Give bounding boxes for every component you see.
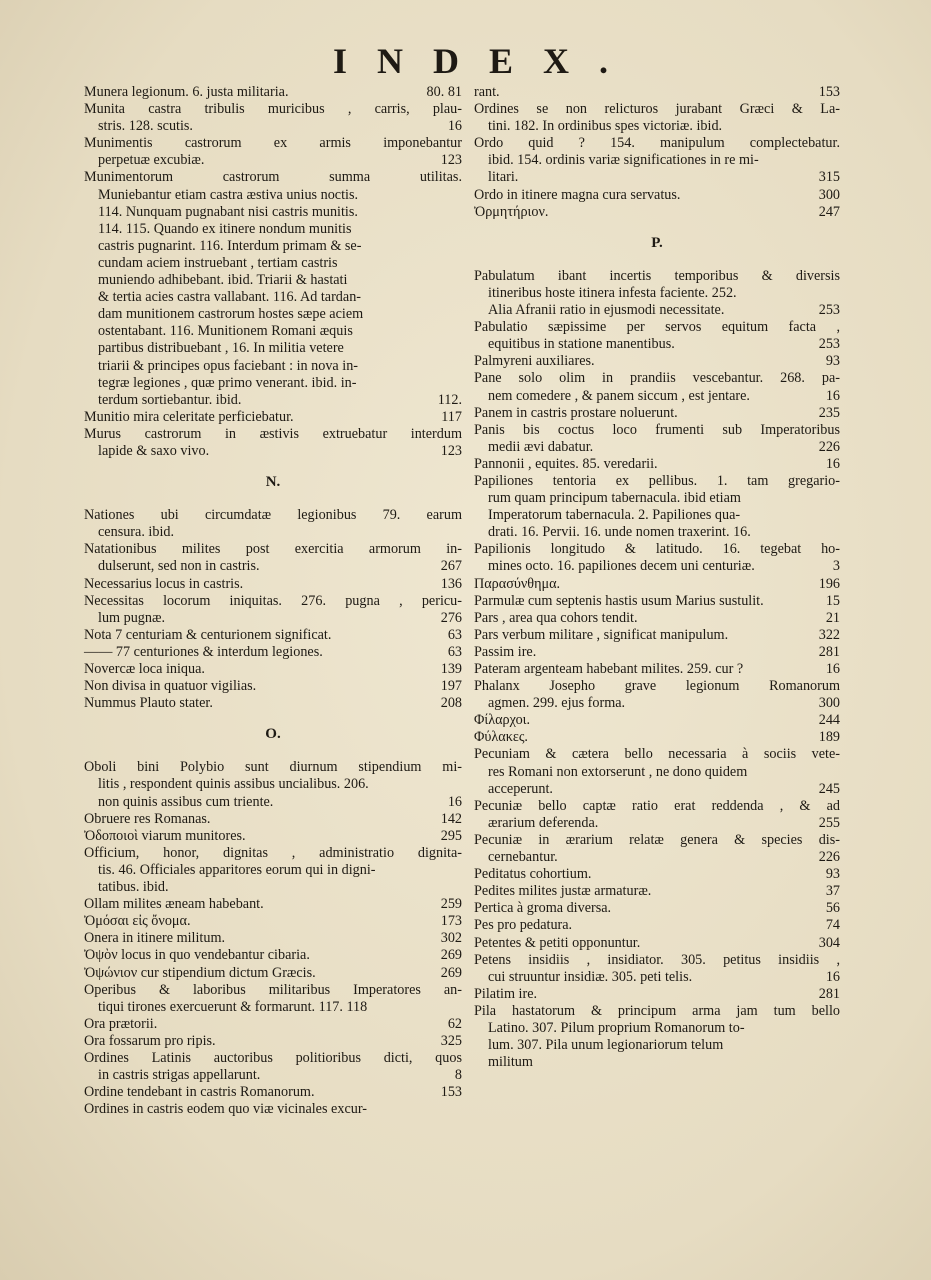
entry-continuation-line <box>84 118 462 135</box>
entry-text: rant. <box>474 84 500 100</box>
entry-text: Παρασύνθημα. <box>474 575 561 592</box>
index-entry <box>474 661 840 678</box>
entry-continuation-line: castris pugnarint. 116. Interdum primam & se- <box>98 237 362 254</box>
entry-continuation-line: tiqui tirones exercuerunt & formarunt. 117. 118 <box>98 998 368 1015</box>
entry-continuation-line: 114. 115. Quando ex itinere nondum munitis <box>98 220 352 237</box>
entry-headword-line <box>84 644 462 661</box>
entry-headword-line: Ordines se non relicturos jurabant Græci & La- <box>474 101 840 118</box>
index-entry <box>84 409 462 426</box>
index-entry <box>474 883 840 900</box>
entry-headword-line: Pecuniam & cætera bello necessaria à sociis vete- <box>474 746 840 763</box>
page-reference: 269 <box>440 947 462 964</box>
entry-text: litari. <box>488 169 519 186</box>
section-letter-n: N. <box>265 474 281 491</box>
entry-headword-line: Oboli bini Polybio sunt diurnum stipendium mi- <box>84 759 462 776</box>
entry-text: Passim ire. <box>474 643 537 660</box>
entry-headword-line: Papiliones tentoria ex pellibus. 1. tam gregario- <box>474 472 840 489</box>
index-entry <box>474 473 840 541</box>
entry-text: cui struuntur insidiæ. 305. peti telis. <box>488 968 693 985</box>
entry-headword-line <box>474 883 840 900</box>
page-reference: 276 <box>440 609 462 626</box>
page-reference: 197 <box>440 678 462 695</box>
entry-text: Ὀψὸν locus in quo vendebantur cibaria. <box>84 947 310 964</box>
entry-continuation-line <box>84 1067 462 1084</box>
entry-headword-line <box>474 353 840 370</box>
entry-headword-line <box>84 84 462 101</box>
entry-continuation-line: ibid. 154. ordinis variæ significationes in re mi- <box>488 152 759 169</box>
page-reference: 281 <box>818 985 840 1002</box>
page-reference: 300 <box>818 186 840 203</box>
entry-text: agmen. 299. ejus forma. <box>488 695 626 712</box>
entry-text: non quinis assibus cum triente. <box>98 793 274 810</box>
entry-headword-line <box>474 986 840 1003</box>
page-reference: 244 <box>818 712 840 729</box>
page-reference: 245 <box>818 780 840 797</box>
entry-text: Ὀρμητήριον. <box>474 203 549 220</box>
entry-text: Obruere res Romanas. <box>84 810 211 827</box>
index-entry <box>84 845 462 896</box>
entry-headword-line: Nationes ubi circumdatæ legionibus 79. earum <box>84 507 462 524</box>
index-entry <box>84 426 462 460</box>
index-entry <box>474 593 840 610</box>
page-reference: 247 <box>818 203 840 220</box>
page-reference: 322 <box>818 626 840 643</box>
index-entry <box>84 678 462 695</box>
entry-headword-line <box>474 627 840 644</box>
entry-text: Ora fossarum pro ripis. <box>84 1032 216 1049</box>
entry-continuation-line: drati. 16. Pervii. 16. unde nomen traxerint. 16. <box>488 524 751 541</box>
page-reference: 136 <box>440 575 462 592</box>
entry-continuation-line <box>474 558 840 575</box>
page-reference: 63 <box>447 643 462 660</box>
entry-text: Pedites milites justæ armaturæ. <box>474 883 652 900</box>
page-reference: 253 <box>818 336 840 353</box>
page-reference: 62 <box>447 1015 462 1032</box>
index-entry <box>84 828 462 845</box>
page-reference: 16 <box>825 968 840 985</box>
entry-continuation-line: tini. 182. In ordinibus spes victoriæ. ibid. <box>488 118 723 135</box>
entry-text: Munera legionum. 6. justa militaria. <box>84 84 289 100</box>
entry-continuation-line <box>474 781 840 798</box>
index-entry <box>474 268 840 319</box>
page-reference: 267 <box>440 558 462 575</box>
page-reference: 173 <box>440 913 462 930</box>
entry-headword-line <box>474 729 840 746</box>
entry-text: Ὀψώνιον cur stipendium dictum Græcis. <box>84 964 316 981</box>
page-reference: 80. 81 <box>426 84 462 100</box>
entry-headword-line <box>84 576 462 593</box>
entries-m <box>84 84 462 460</box>
page-reference: 117 <box>441 408 462 425</box>
entry-text: Pars , area qua cohors tendit. <box>474 609 638 626</box>
entry-continuation-line <box>474 169 840 186</box>
index-entry <box>474 917 840 934</box>
entry-text: Necessarius locus in castris. <box>84 575 244 592</box>
entry-headword-line <box>474 900 840 917</box>
index-entry <box>84 965 462 982</box>
index-entry <box>474 370 840 404</box>
entry-continuation-line: triarii & principes opus faciebant : in nova in- <box>98 357 359 374</box>
entry-text: —— 77 centuriones & interdum legiones. <box>84 643 323 660</box>
index-entry <box>474 187 840 204</box>
entry-text: mines octo. 16. papiliones decem uni centuriæ. <box>488 558 755 575</box>
index-entry <box>474 1003 840 1071</box>
page-reference: 255 <box>818 814 840 831</box>
entry-headword-line <box>84 828 462 845</box>
page-reference: 16 <box>447 793 462 810</box>
entry-text: Panem in castris prostare noluerunt. <box>474 404 678 421</box>
index-entry <box>84 593 462 627</box>
entry-headword-line <box>474 917 840 934</box>
index-entry <box>474 101 840 135</box>
index-entry <box>474 900 840 917</box>
entry-headword-line: Phalanx Josepho grave legionum Romanorum <box>474 678 840 695</box>
index-entry <box>84 1016 462 1033</box>
page-reference: 325 <box>440 1032 462 1049</box>
entry-continuation-line: Latino. 307. Pilum proprium Romanorum to- <box>488 1019 745 1036</box>
entry-headword-line <box>84 1033 462 1050</box>
entry-text: stris. 128. scutis. <box>98 118 193 135</box>
entry-headword-line <box>84 965 462 982</box>
entry-headword-line <box>84 1084 462 1101</box>
index-entry <box>84 1033 462 1050</box>
entry-text: acceperunt. <box>488 780 553 797</box>
page-reference: 295 <box>440 827 462 844</box>
entries-p <box>474 268 840 1071</box>
index-entry <box>84 1084 462 1101</box>
entry-text: Pars verbum militare , significat manipulum. <box>474 626 729 643</box>
entry-headword-line <box>474 644 840 661</box>
entry-text: Pilatim ire. <box>474 985 538 1002</box>
entry-continuation-line <box>474 815 840 832</box>
entry-text: medii ævi dabatur. <box>488 438 594 455</box>
entry-text: Ὀδοποιοὶ viarum munitores. <box>84 827 246 844</box>
entry-headword-line: Papilionis longitudo & latitudo. 16. tegebat ho- <box>474 541 840 558</box>
entry-headword-line <box>84 627 462 644</box>
index-entry <box>84 896 462 913</box>
entry-text: Pateram argenteam habebant milites. 259. cur ? <box>474 661 744 677</box>
entry-continuation-line: ostentabant. 116. Munitionem Romani æquis <box>98 323 353 340</box>
page-reference: 226 <box>818 849 840 866</box>
entry-continuation-line: res Romani non extorserunt , ne dono quidem <box>488 763 748 780</box>
index-entry <box>474 729 840 746</box>
entry-text: Pertica à groma diversa. <box>474 900 612 917</box>
entry-text: ærarium deferenda. <box>488 814 599 831</box>
entry-headword-line <box>474 610 840 627</box>
index-entry <box>474 456 840 473</box>
entry-continuation-line: lum. 307. Pila unum legionariorum telum <box>488 1037 724 1054</box>
entry-headword-line: Operibus & laboribus militaribus Imperatores an- <box>84 981 462 998</box>
index-entry <box>474 422 840 456</box>
index-entry <box>84 507 462 541</box>
entry-headword-line: Ordines Latinis auctoribus politioribus dicti, quos <box>84 1049 462 1066</box>
entry-text: Parmulæ cum septenis hastis usum Marius sustulit. <box>474 592 764 609</box>
entry-headword-line <box>474 661 840 678</box>
entry-continuation-line: tegræ legiones , quæ primo venerant. ibid. in- <box>98 374 357 391</box>
entries-o <box>84 759 462 1118</box>
page-reference: 253 <box>818 302 840 319</box>
entry-continuation-line: cundam aciem instruebant , tertiam castris <box>98 254 338 271</box>
entry-text: Ordine tendebant in castris Romanorum. <box>84 1084 315 1101</box>
entry-continuation-line: partibus distribuebant , 16. In militia vetere <box>98 340 344 357</box>
entry-headword-line <box>84 947 462 964</box>
index-entry <box>84 982 462 1016</box>
entries-n <box>84 507 462 712</box>
entry-continuation-line <box>84 794 462 811</box>
index-entry <box>474 405 840 422</box>
entry-text: perpetuæ excubiæ. <box>98 152 205 169</box>
entry-headword-line: Pecuniæ bello captæ ratio erat reddenda , & ad <box>474 797 840 814</box>
entry-headword-line <box>474 712 840 729</box>
page-reference: 315 <box>818 169 840 186</box>
entry-headword-line: Panis bis coctus loco frumenti sub Imperatoribus <box>474 421 840 438</box>
entry-continuation-line <box>84 152 462 169</box>
entry-text: Alia Afranii ratio in ejusmodi necessitate. <box>488 302 725 319</box>
entry-headword-line <box>474 866 840 883</box>
entry-continuation-line: litis , respondent quinis assibus uncialibus. 206. <box>98 776 369 793</box>
index-entry <box>474 84 840 101</box>
index-entry <box>474 627 840 644</box>
entry-continuation-line: itineribus hoste itinera infesta faciente. 252. <box>488 284 737 301</box>
page-reference: 16 <box>825 661 840 677</box>
page-reference: 153 <box>818 84 840 100</box>
index-entry <box>474 644 840 661</box>
entry-text: Nummus Plauto stater. <box>84 695 213 712</box>
entry-continuation-line <box>474 336 840 353</box>
entry-headword-line <box>474 935 840 952</box>
entry-headword-line: Officium, honor, dignitas , administratio dignita- <box>84 844 462 861</box>
entry-continuation-line <box>474 388 840 405</box>
left-column <box>84 84 462 1118</box>
entry-headword-line <box>84 695 462 712</box>
page-reference: 37 <box>825 883 840 900</box>
index-entry <box>84 947 462 964</box>
page-reference: 8 <box>454 1067 462 1084</box>
index-entry <box>474 353 840 370</box>
page-reference: 142 <box>440 810 462 827</box>
index-entry <box>474 678 840 712</box>
entry-text: equitibus in statione manentibus. <box>488 336 675 353</box>
entry-text: Peditatus cohortium. <box>474 866 592 883</box>
index-entry <box>474 986 840 1003</box>
page-reference: 269 <box>440 964 462 981</box>
page-title: INDEX. <box>332 41 638 81</box>
entry-headword-line <box>474 576 840 593</box>
entry-continuation-line <box>474 695 840 712</box>
entry-continuation-line: rum quam principum tabernacula. ibid etiam <box>488 490 741 507</box>
page-reference: 93 <box>825 353 840 370</box>
page-reference: 300 <box>818 695 840 712</box>
index-entry <box>84 135 462 169</box>
page-reference: 196 <box>818 575 840 592</box>
page-reference: 56 <box>825 900 840 917</box>
page-reference: 74 <box>825 917 840 934</box>
entry-continuation-line <box>474 849 840 866</box>
entry-headword-line: Ordo quid ? 154. manipulum complectebatur. <box>474 135 840 152</box>
entry-text: terdum sortiebantur. ibid. <box>98 391 242 408</box>
index-entry <box>84 759 462 810</box>
index-entry <box>474 952 840 986</box>
entry-headword-line: Munimentis castrorum ex armis imponebantur <box>84 135 462 152</box>
entry-text: nem comedere , & panem siccum , est jentare. <box>488 387 750 404</box>
entry-headword-line: Pecuniæ in ærarium relatæ genera & species dis- <box>474 831 840 848</box>
index-entry <box>474 746 840 797</box>
entry-continuation-line: 114. Nunquam pugnabant nisi castris munitis. <box>98 203 358 220</box>
entry-continuation-line <box>84 558 462 575</box>
page-reference: 16 <box>825 387 840 404</box>
page-reference: 123 <box>440 152 462 169</box>
section-letter-o: O. <box>265 726 281 743</box>
entry-continuation-line <box>84 610 462 627</box>
index-entry <box>84 1050 462 1084</box>
page-reference: 281 <box>818 643 840 660</box>
page-reference: 302 <box>440 930 462 947</box>
index-entry <box>84 84 462 101</box>
index-entry <box>84 576 462 593</box>
entry-headword-line <box>474 456 840 473</box>
entry-headword-line: Natationibus milites post exercitia armorum in- <box>84 541 462 558</box>
page-reference: 153 <box>440 1084 462 1101</box>
entry-headword-line: Ordines in castris eodem quo viæ vicinales excur- <box>84 1101 367 1118</box>
page-reference: 15 <box>825 592 840 609</box>
index-entry <box>84 541 462 575</box>
entry-headword-line: Munimentorum castrorum summa utilitas. <box>84 169 462 186</box>
entry-continuation-line <box>474 969 840 986</box>
entry-continuation-line: Muniebantur etiam castra æstiva unius noctis. <box>98 186 359 203</box>
entry-text: Palmyreni auxiliares. <box>474 353 595 370</box>
entries-o-continued <box>474 84 840 221</box>
index-entry <box>84 627 462 644</box>
entry-continuation-line: Imperatorum tabernacula. 2. Papiliones qua- <box>488 507 741 524</box>
entry-headword-line <box>84 409 462 426</box>
entry-headword-line <box>474 187 840 204</box>
entry-continuation-line <box>474 302 840 319</box>
entry-text: lapide & saxo vivo. <box>98 442 210 459</box>
entry-text: Ὀμόσαι εἰς ὄνομα. <box>84 913 191 930</box>
page-reference: 21 <box>825 609 840 626</box>
entry-text: Onera in itinere militum. <box>84 930 226 947</box>
entry-continuation-line <box>84 392 462 409</box>
index-entry <box>84 644 462 661</box>
index-entry <box>474 610 840 627</box>
entry-headword-line <box>84 678 462 695</box>
entry-continuation-line: tatibus. ibid. <box>98 879 169 896</box>
index-entry <box>84 930 462 947</box>
entry-text: Munitio mira celeritate perficiebatur. <box>84 408 294 425</box>
page-reference: 139 <box>440 661 462 677</box>
entry-headword-line <box>84 661 462 678</box>
index-entry <box>474 135 840 186</box>
entry-text: in castris strigas appellarunt. <box>98 1067 261 1084</box>
page-reference: 93 <box>825 866 840 883</box>
entry-text: Novercæ loca iniqua. <box>84 661 205 677</box>
entry-text: Φύλακες. <box>474 729 528 746</box>
index-entry <box>474 866 840 883</box>
page-reference: 63 <box>447 626 462 643</box>
entry-text: Ordo in itinere magna cura servatus. <box>474 186 681 203</box>
index-entry <box>84 913 462 930</box>
index-entry <box>474 576 840 593</box>
entry-headword-line: Murus castrorum in æstivis extruebatur interdum <box>84 425 462 442</box>
entry-text: Ora prætorii. <box>84 1015 158 1032</box>
index-entry <box>474 541 840 575</box>
page-reference: 208 <box>440 695 462 712</box>
page-reference: 16 <box>825 455 840 472</box>
index-entry <box>84 811 462 828</box>
index-entry <box>84 661 462 678</box>
entry-headword-line: Necessitas locorum iniquitas. 276. pugna , pericu- <box>84 592 462 609</box>
entry-text: Nota 7 centuriam & centurionem significat. <box>84 626 332 643</box>
section-letter-p: P. <box>651 234 663 251</box>
entry-continuation-line: militum <box>488 1054 533 1071</box>
entry-headword-line: Pila hastatorum & principum arma jam tum bello <box>474 1002 840 1019</box>
page-reference: 16 <box>447 118 462 135</box>
entry-headword-line: Petens insidiis , insidiator. 305. petitus insidiis , <box>474 951 840 968</box>
entry-headword-line: Munita castra tribulis muricibus , carris, plau- <box>84 101 462 118</box>
entry-headword-line: Pabulatio sæpissime per servos equitum facta , <box>474 319 840 336</box>
page-reference: 123 <box>440 442 462 459</box>
entry-text: dulserunt, sed non in castris. <box>98 558 260 575</box>
page-reference: 259 <box>440 896 462 913</box>
entry-headword-line: Pane solo olim in prandiis vescebantur. 268. pa- <box>474 370 840 387</box>
index-entry <box>474 798 840 832</box>
page-reference: 189 <box>818 729 840 746</box>
entry-headword-line <box>474 204 840 221</box>
entry-continuation-line <box>84 443 462 460</box>
entry-text: Non divisa in quatuor vigilias. <box>84 678 257 695</box>
entry-headword-line <box>474 84 840 101</box>
entry-text: Petentes & petiti opponuntur. <box>474 934 641 951</box>
entry-headword-line <box>474 593 840 610</box>
entry-continuation-line: dam munitionem castrorum hostes sæpe aciem <box>98 306 364 323</box>
page-reference: 112. <box>437 391 462 408</box>
index-entry <box>474 712 840 729</box>
index-entry <box>474 319 840 353</box>
page-reference: 3 <box>832 558 840 575</box>
entry-headword-line <box>84 1016 462 1033</box>
entry-text: lum pugnæ. <box>98 609 166 626</box>
entry-headword-line <box>474 405 840 422</box>
entry-continuation-line: & tertia acies castra vallabant. 116. Ad tardan- <box>98 289 362 306</box>
page-reference: 235 <box>818 404 840 421</box>
entry-text: Ollam milites æneam habebant. <box>84 896 264 913</box>
page-reference: 226 <box>818 438 840 455</box>
entry-headword-line: Pabulatum ibant incertis temporibus & diversis <box>474 267 840 284</box>
index-entry <box>474 204 840 221</box>
index-entry <box>84 169 462 408</box>
entry-headword-line <box>84 913 462 930</box>
index-entry <box>84 101 462 135</box>
entry-continuation-line: muniendo adhibebant. ibid. Triarii & hastati <box>98 272 348 289</box>
index-entry <box>474 935 840 952</box>
entry-text: Pannonii , equites. 85. veredarii. <box>474 455 658 472</box>
entry-headword-line <box>84 930 462 947</box>
entry-text: Pes pro pedatura. <box>474 917 573 934</box>
index-entry <box>84 1101 462 1118</box>
entry-continuation-line: censura. ibid. <box>98 524 175 541</box>
entry-continuation-line <box>474 439 840 456</box>
index-entry <box>474 832 840 866</box>
index-entry <box>84 695 462 712</box>
right-column <box>474 84 840 1071</box>
entry-continuation-line: tis. 46. Officiales apparitores eorum qui in digni- <box>98 861 376 878</box>
entry-text: Φίλαρχοι. <box>474 712 531 729</box>
page-reference: 304 <box>818 934 840 951</box>
entry-headword-line <box>84 896 462 913</box>
entry-text: cernebantur. <box>488 849 558 866</box>
entry-headword-line <box>84 811 462 828</box>
